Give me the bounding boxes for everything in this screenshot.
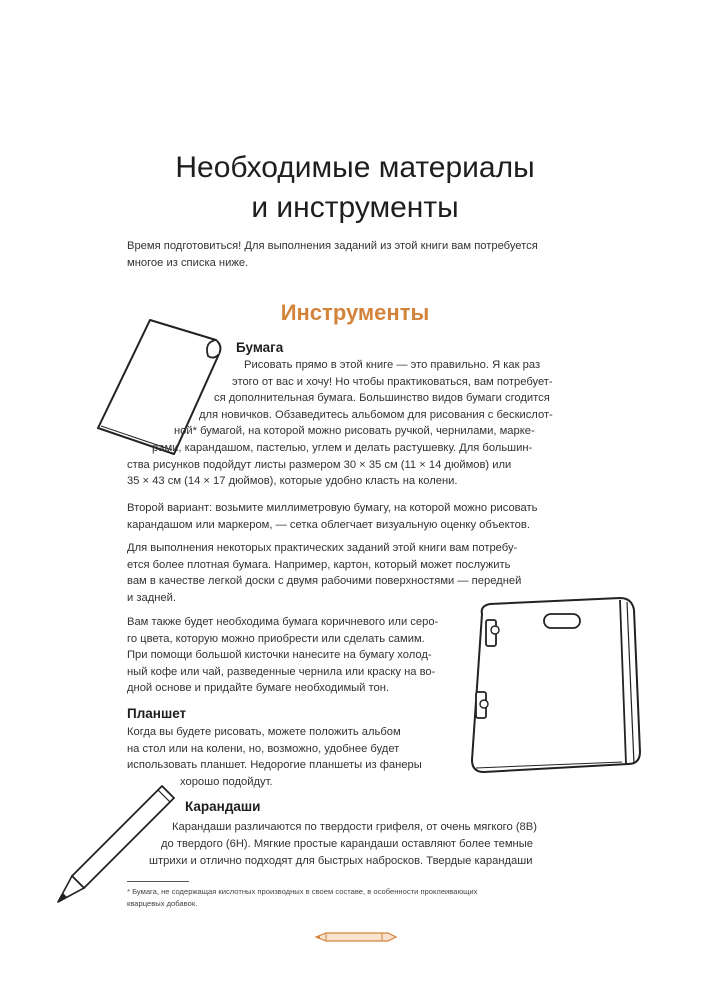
footnote	[127, 886, 477, 910]
pencils-line: до твердого (6H). Мягкие простые карандаши оставляют более темные	[161, 838, 533, 850]
paper-line: Второй вариант: возьмите миллиметровую бумагу, на которой можно рисовать	[127, 502, 538, 514]
pencils-heading: Карандаши	[185, 799, 261, 814]
page-title-line-2: и инструменты	[251, 191, 459, 224]
intro-line: Время подготовиться! Для выполнения заданий из этой книги вам потребуется	[127, 240, 538, 252]
footnote-line: * Бумага, не содержащая кислотных производных в своем составе, в особенности проклеивающих	[127, 887, 478, 896]
paper-line: этого от вас и хочу! Но чтобы практиковаться, вам потребует-	[232, 376, 553, 388]
tablet-heading: Планшет	[127, 706, 187, 721]
paper-paragraph-2	[127, 500, 537, 533]
paper-line: ется более плотная бумага. Например, картон, который может послужить	[127, 558, 511, 571]
paper-line: При помощи большой кисточки нанесите на бумагу холод-	[127, 649, 432, 662]
footnote-line: кварцевых добавок.	[127, 899, 198, 908]
paper-line: ной* бумагой, на которой можно рисовать ручкой, чернилами, марке-	[174, 425, 535, 437]
paper-line: дной основе и придайте бумаге необходимый тон.	[127, 682, 390, 695]
paper-line: карандашом или маркером, — сетка облегчает визуальную оценку объектов.	[127, 518, 530, 531]
tablet-line: на стол или на колени, но, возможно, удобнее будет	[127, 742, 400, 755]
section-title-tools: Инструменты	[280, 300, 430, 325]
page-title-line-1: Необходимые материалы	[175, 151, 535, 184]
pencil-divider-icon	[312, 930, 400, 944]
tablet-paragraph	[127, 724, 422, 774]
paper-line: Вам также будет необходима бумага коричневого или серо-	[127, 616, 439, 628]
paper-line: для новичков. Обзаведитесь альбомом для рисования с бескислот-	[199, 409, 553, 421]
paper-line: рами, карандашом, пастелью, углем и делать растушевку. Для большин-	[152, 442, 533, 454]
tablet-line: Когда вы будете рисовать, можете положить альбом	[127, 726, 401, 738]
intro-paragraph	[127, 238, 538, 271]
pencils-line: штрихи и отлично подходят для быстрых набросков. Твердые карандаши	[149, 855, 533, 867]
drawing-board-illustration	[462, 592, 652, 782]
pencils-line: Карандаши различаются по твердости грифеля, от очень мягкого (8B)	[172, 821, 537, 833]
paper-line: ный кофе или чай, разведенные чернила или краску на во-	[127, 665, 436, 678]
tablet-line: использовать планшет. Недорогие планшеты из фанеры	[127, 759, 422, 772]
footnote-rule	[127, 881, 189, 882]
paper-line: вам в качестве легкой доски с двумя рабочими поверхностями — передней	[127, 575, 522, 588]
paper-line: ся дополнительная бумага. Большинство видов бумаги сгодится	[214, 392, 550, 404]
paper-line: и задней.	[127, 591, 176, 604]
paper-line: 35 × 43 см (14 × 17 дюймов), которые удобно класть на колени.	[127, 475, 458, 487]
paper-line: Для выполнения некоторых практических заданий этой книги вам потребу-	[127, 542, 518, 554]
intro-line: многое из списка ниже.	[127, 256, 249, 269]
paper-line: ства рисунков подойдут листы размером 30 × 35 см (11 × 14 дюймов) или	[127, 459, 512, 471]
paper-paragraph-4	[127, 614, 438, 697]
paper-line: Рисовать прямо в этой книге — это правильно. Я как раз	[244, 359, 541, 371]
paper-line: го цвета, которую можно приобрести или сделать самим.	[127, 632, 425, 645]
tablet-line: хорошо подойдут.	[180, 776, 273, 788]
paper-heading: Бумага	[236, 340, 284, 355]
